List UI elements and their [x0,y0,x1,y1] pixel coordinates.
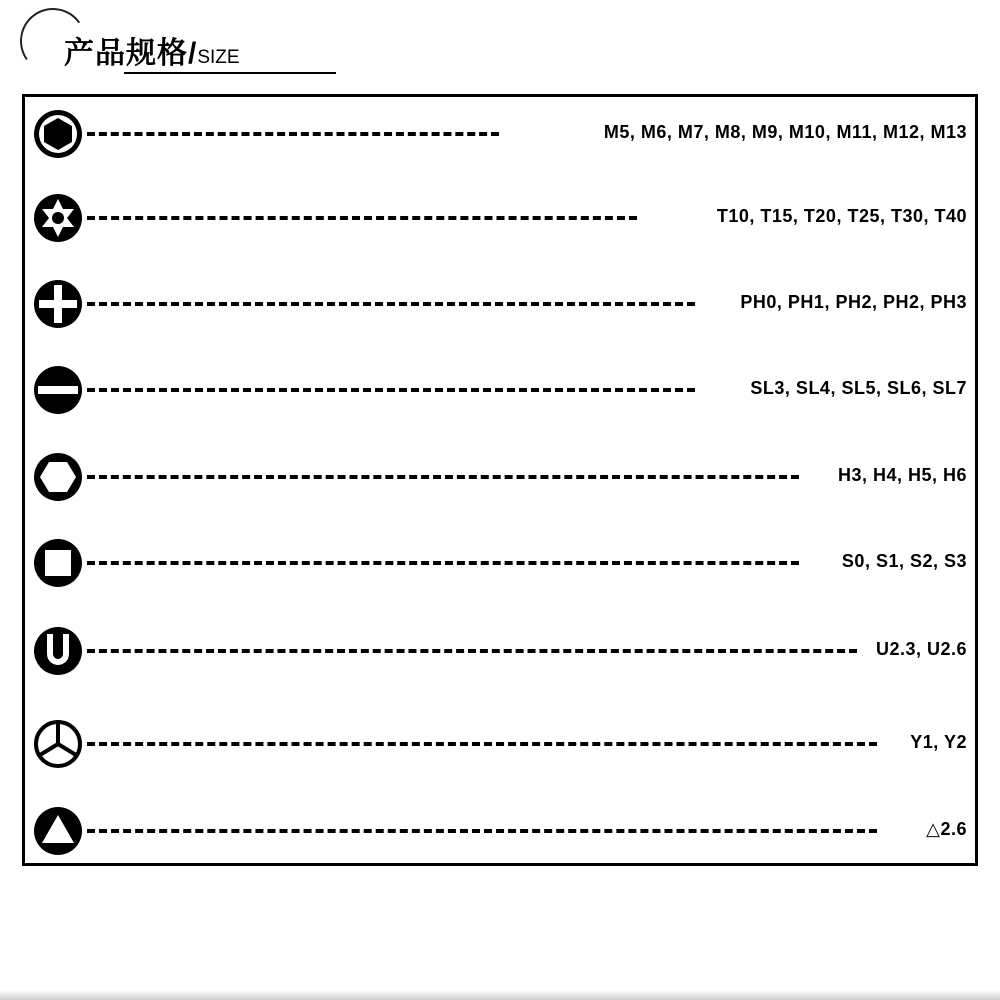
spec-sizes: S0, S1, S2, S3 [841,551,967,571]
phillips-icon [33,279,83,329]
spec-sizes: M5, M6, M7, M8, M9, M10, M11, M12, M13 [603,122,967,142]
spec-row-phillips [25,275,975,331]
leader-line [87,829,877,833]
tri-wing-icon [33,719,83,769]
spec-sizes: H3, H4, H5, H6 [837,465,967,485]
leader-line [87,742,877,746]
spec-row-triangle [25,802,975,858]
leader-line [87,475,799,479]
spec-row-tri-wing [25,715,975,771]
leader-line [87,302,695,306]
leader-line [87,649,857,653]
spec-sizes: U2.3, U2.6 [875,639,967,659]
leader-line [87,388,695,392]
torx-icon [33,193,83,243]
hex-icon [33,452,83,502]
spec-table [22,94,978,866]
spec-sizes: T10, T15, T20, T25, T30, T40 [716,206,967,226]
title-chinese: 产品规格/ [64,37,198,70]
slotted-icon [33,365,83,415]
spec-sizes: △2.6 [926,819,967,839]
spec-row-torx [25,189,975,245]
hex-socket-icon [33,109,83,159]
title-underline [124,72,336,74]
spec-row-hex [25,448,975,504]
spec-sizes: SL3, SL4, SL5, SL6, SL7 [750,378,967,398]
bottom-fade [0,990,1000,1000]
spec-sizes: PH0, PH1, PH2, PH2, PH3 [740,292,967,312]
spec-row-u-shape [25,622,975,678]
spec-sizes: Y1, Y2 [910,732,967,752]
spec-row-slotted [25,361,975,417]
spec-row-hex-socket [25,105,975,161]
spec-row-square [25,534,975,590]
leader-line [87,561,799,565]
triangle-icon [33,806,83,856]
leader-line [87,132,499,136]
square-icon [33,538,83,588]
leader-line [87,216,637,220]
title-english: SIZE [197,47,240,68]
u-shape-icon [33,626,83,676]
